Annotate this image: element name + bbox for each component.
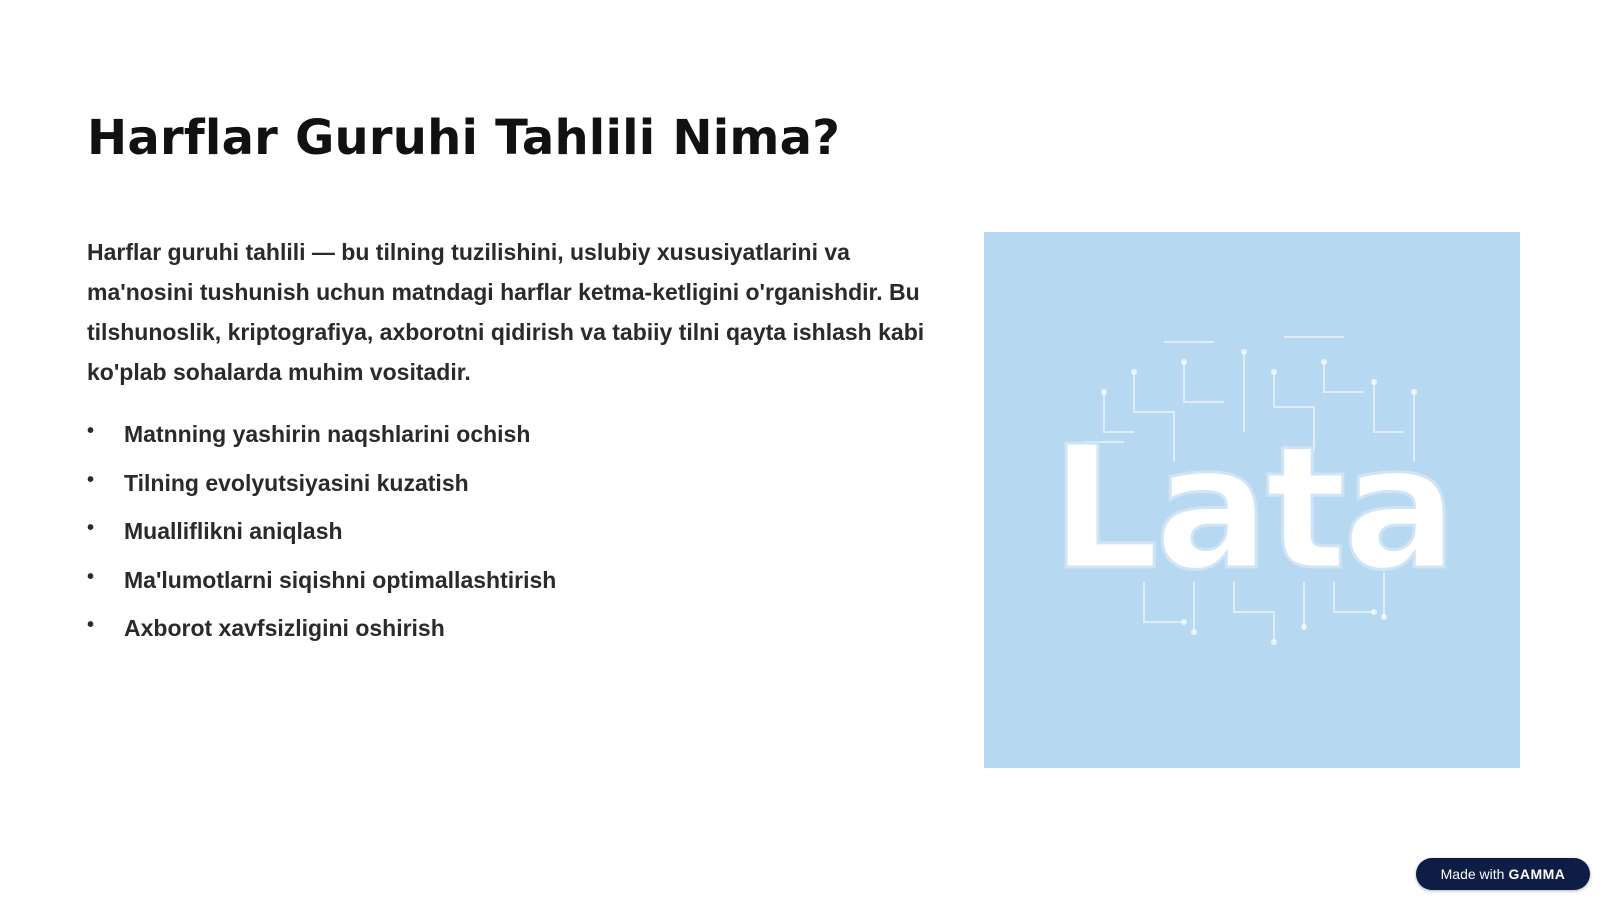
bullet-item	[87, 511, 887, 560]
badge-prefix: Made with	[1440, 866, 1505, 882]
bullet-item	[87, 560, 887, 609]
illustration-image	[984, 232, 1520, 768]
slide-title: Harflar Guruhi Tahlili Nima?	[87, 110, 841, 166]
bullet-dot-icon: •	[87, 614, 95, 636]
bullet-text: Tilning evolyutsiyasini kuzatish	[124, 469, 469, 496]
illustration-word: Lata	[1050, 410, 1454, 608]
bullet-dot-icon: •	[87, 468, 95, 491]
circuit-lettering-illustration	[984, 232, 1520, 768]
bullet-text: Mualliflikni aniqlash	[124, 518, 343, 544]
bullet-text: Ma'lumotlarni siqishni optimallashtirish	[124, 566, 557, 593]
bullet-text: Matnning yashirin naqshlarini ochish	[124, 421, 531, 447]
bullet-dot-icon: •	[87, 517, 95, 539]
bullet-item	[87, 463, 887, 512]
bullet-list	[87, 414, 887, 657]
bullet-text: Axborot xavfsizligini oshirish	[124, 615, 445, 641]
bullet-dot-icon: •	[87, 420, 95, 442]
made-with-gamma-badge[interactable]	[1416, 858, 1590, 890]
bullet-item	[87, 608, 887, 657]
bullet-dot-icon: •	[87, 565, 95, 588]
gamma-logo: GAMMA	[1508, 866, 1566, 882]
bullet-item	[87, 414, 887, 463]
intro-paragraph: Harflar guruhi tahlili — bu tilning tuzilishini, uslubiy xususiyatlarini va ma'nosini tushunish uchun matndagi harflar ketma-ketligini o'rganishdir. Bu tilshunoslik, kriptografiya, axborotni qidirish va tabiiy tilni qayta ishlash kabi ko'plab sohalarda muhim vositadir.	[87, 239, 925, 385]
